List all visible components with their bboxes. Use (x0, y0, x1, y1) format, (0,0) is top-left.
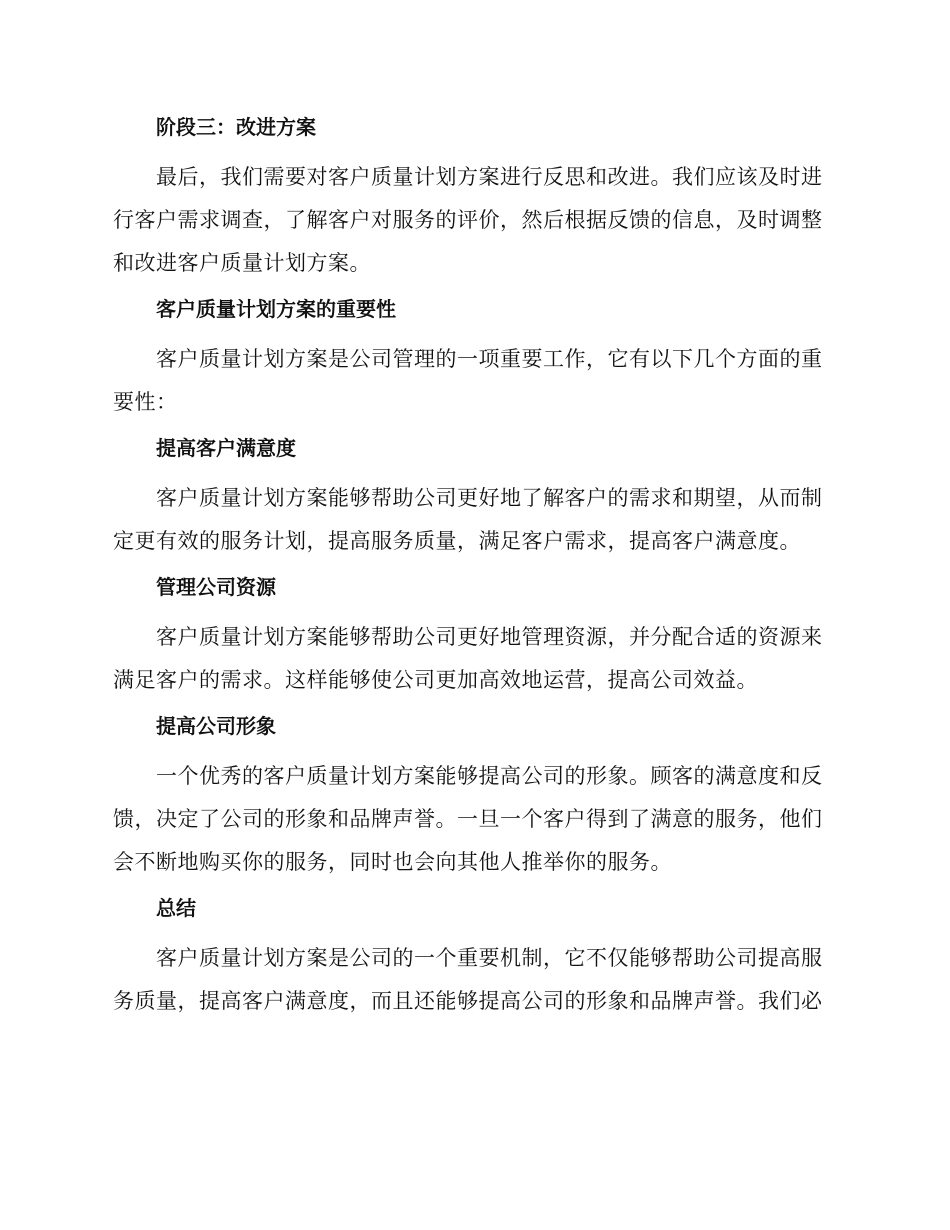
section-paragraph-company-image: 一个优秀的客户质量计划方案能够提高公司的形象。顾客的满意度和反馈，决定了公司的形象和品牌声誉。一旦一个客户得到了满意的服务，他们会不断地购买你的服务，同时也会向其他人推举你的服务。 (113, 764, 823, 874)
section-paragraph-summary: 客户质量计划方案是公司的一个重要机制，它不仅能够帮助公司提高服务质量，提高客户满意度，而且还能够提高公司的形象和品牌声誉。我们必 (113, 946, 823, 1013)
section-paragraph-resource-management: 客户质量计划方案能够帮助公司更好地管理资源，并分配合适的资源来满足客户的需求。这样能够使公司更加高效地运营，提高公司效益。 (113, 625, 823, 692)
section-heading-resource-management: 管理公司资源 (156, 575, 276, 599)
document-body (113, 108, 829, 1028)
section-paragraph-improvement-plan: 最后，我们需要对客户质量计划方案进行反思和改进。我们应该及时进行客户需求调查，了解客户对服务的评价，然后根据反馈的信息，及时调整和改进客户质量计划方案。 (113, 165, 823, 275)
section-paragraph-customer-satisfaction: 客户质量计划方案能够帮助公司更好地了解客户的需求和期望，从而制定更有效的服务计划，提高服务质量，满足客户需求，提高客户满意度。 (113, 486, 823, 553)
section-heading-company-image: 提高公司形象 (156, 714, 276, 738)
section-paragraph-importance: 客户质量计划方案是公司管理的一项重要工作，它有以下几个方面的重要性： (113, 347, 823, 414)
section-heading-summary: 总结 (156, 896, 196, 920)
section-heading-customer-satisfaction: 提高客户满意度 (156, 436, 296, 460)
section-heading-importance: 客户质量计划方案的重要性 (156, 297, 396, 321)
section-heading-improvement-plan: 阶段三：改进方案 (156, 115, 316, 139)
